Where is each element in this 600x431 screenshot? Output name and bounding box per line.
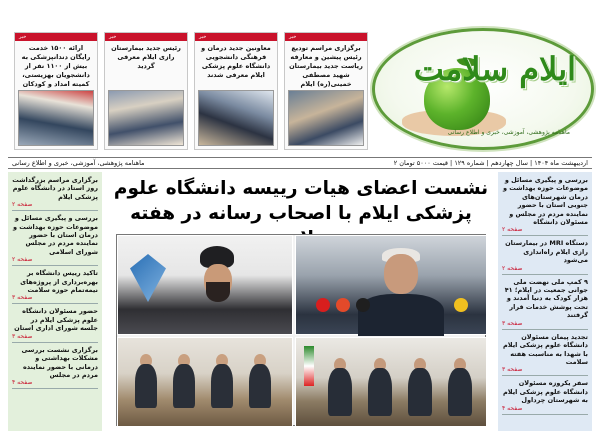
news-text: بررسی و پیگیری مسائل و موضوعات حوزه بهداشت و درمان شهرستان‌های جنوبی استان با حضور نماینده مردم در مجلس و مسئولان دانشگاه <box>502 176 588 227</box>
teaser-photo <box>18 90 94 146</box>
microphone-icon <box>356 298 370 312</box>
news-item[interactable] <box>502 238 588 274</box>
photo-press-table <box>295 337 487 427</box>
masthead-title: ایلام سلامت <box>413 50 576 88</box>
p <box>448 368 472 416</box>
photo-officials-table <box>117 337 293 427</box>
teaser-tab: خبر <box>195 33 277 41</box>
news-item[interactable] <box>12 345 98 390</box>
university-logo-icon <box>130 254 166 302</box>
news-item[interactable] <box>12 306 98 342</box>
teaser-photo <box>288 90 364 146</box>
teaser-card[interactable] <box>284 32 368 150</box>
right-news-column <box>498 172 592 431</box>
flag-icon <box>304 346 314 386</box>
news-text: برگزاری مراسم بزرگداشت روز استاد در دانشگاه علوم پزشکی ایلام <box>12 176 98 201</box>
masthead-logo <box>372 28 594 150</box>
page-ref: صفحه ۳ <box>502 319 523 327</box>
teaser-card[interactable] <box>104 32 188 150</box>
page-ref: صفحه ۲ <box>502 264 523 272</box>
news-text: سفر یکروزه مسئولان دانشگاه علوم پزشکی ایلام به شهرستان چرداول <box>503 379 588 405</box>
teaser-card[interactable] <box>194 32 278 150</box>
issue-date-number-price: ۲ اردیبهشت ماه ۱۴۰۴ | سال چهاردهم | شماره ۱۲۹ | قیمت ۵۰۰۰ تومان <box>393 159 588 167</box>
teaser-photo <box>198 90 274 146</box>
suit <box>358 294 444 336</box>
teaser-card[interactable] <box>14 32 98 150</box>
teaser-text: رئیس جدید بیمارستان رازی ایلام معرفی گردید <box>111 44 181 70</box>
teaser-tab: خبر <box>15 33 97 41</box>
photo-speaker-microphones <box>295 235 487 335</box>
page-ref: صفحه ۳ <box>502 366 523 374</box>
page-ref: صفحه ۲ <box>12 201 33 209</box>
teaser-tab: خبر <box>285 33 367 41</box>
p <box>135 364 157 408</box>
microphone-icon <box>454 298 468 312</box>
teaser-tab: خبر <box>105 33 187 41</box>
page-ref: صفحه ۴ <box>12 379 33 387</box>
lead-story <box>108 172 494 431</box>
news-item[interactable] <box>12 213 98 266</box>
issue-info-strip <box>8 157 592 169</box>
news-text: تجدید پیمان مسئولان دانشگاه علوم پزشکی ایلام با شهدا به مناسبت هفته سلامت <box>503 332 588 366</box>
news-item[interactable] <box>502 378 588 414</box>
microphone-icon <box>316 298 330 312</box>
news-item[interactable] <box>502 175 588 236</box>
page-ref: صفحه ۴ <box>502 404 523 412</box>
news-text: تاکید رییس دانشگاه بر بهره‌برداری از پروژه‌های نیمه‌تمام حوزه سلامت <box>20 269 98 295</box>
page-ref: صفحه ۲ <box>12 256 33 264</box>
news-text: ۹ کمپ ملی نهضت ملی جوانی جمعیت در ایلام؛ ۴۱ هزار کودک به دنیا آمدند و تحت پوشش خدمات قرار گرفتند <box>504 277 588 320</box>
left-news-column <box>8 172 102 431</box>
teaser-row <box>8 32 368 152</box>
news-item[interactable] <box>502 332 588 377</box>
news-text: بررسی و پیگیری مسائل و موضوعات حوزه بهداشت و درمان استان با حضور نماینده مردم در مجلس شورای اسلامی <box>12 214 98 256</box>
page-ref: صفحه ۲ <box>502 226 523 234</box>
news-text: دستگاه MRI در بیمارستان رازی ایلام راه‌اندازی می‌شود <box>505 239 588 265</box>
masthead <box>0 0 600 157</box>
face <box>384 254 418 294</box>
publication-type: ماهنامه پژوهشی، آموزشی، خبری و اطلاع رسانی <box>12 159 145 167</box>
teaser-text: ارائه ۱۵۰۰ خدمت رایگان دندانپزشکی به بیش از ۱۱۰۰ نفر از دانشجویان بهزیستی، کمیته امداد و کودکان <box>21 44 91 88</box>
p <box>368 368 392 416</box>
news-item[interactable] <box>502 277 588 330</box>
beard <box>206 282 230 302</box>
p <box>408 368 432 416</box>
p <box>328 368 352 416</box>
page-ref: صفحه ۳ <box>12 294 33 302</box>
teaser-text: معاونین جدید درمان و فرهنگی دانشجویی دانشگاه علوم پزشکی ایلام معرفی شدند <box>201 44 271 79</box>
news-text: حضور مسئولان دانشگاه علوم پزشکی ایلام در جلسه شورای اداری استان <box>14 307 98 333</box>
photo-cleric-speaker <box>117 235 293 335</box>
microphone-icon <box>336 298 350 312</box>
lead-photo-collage <box>116 234 486 426</box>
news-item[interactable] <box>12 268 98 304</box>
teaser-photo <box>108 90 184 146</box>
masthead-subtitle: ماهنامه پژوهشی، آموزشی، خبری و اطلاع رسانی <box>447 129 570 136</box>
page-ref: صفحه ۳ <box>12 332 33 340</box>
news-item[interactable] <box>12 175 98 211</box>
news-text: برگزاری نشست بررسی مشکلات بهداشتی و درمانی با حضور نماینده مردم در مجلس <box>21 345 98 379</box>
p <box>211 364 233 408</box>
teaser-text: برگزاری مراسم تودیع رئیس پیشین و معارفه ریاست جدید بیمارستان شهید مصطفی خمینی(ره) ایلام <box>289 44 363 88</box>
main-headline[interactable]: نشست اعضای هیات رییسه دانشگاه علوم پزشکی ایلام با اصحاب رسانه در هفته <box>113 178 489 224</box>
p <box>249 364 271 408</box>
p <box>173 364 195 408</box>
